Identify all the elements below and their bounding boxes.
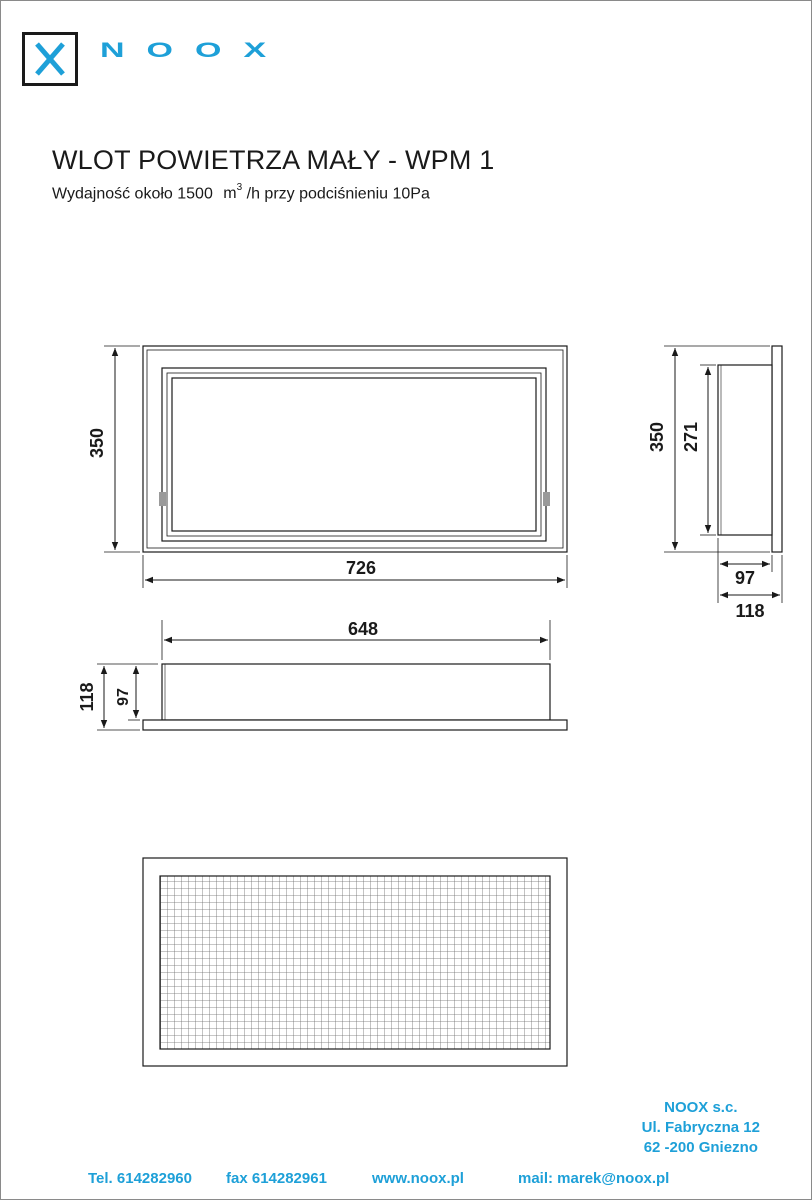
front-view [143, 346, 567, 552]
footer-fax: fax 614282961 [226, 1170, 327, 1187]
left-latch [159, 492, 166, 506]
footer-website-link[interactable]: www.noox.pl [372, 1170, 464, 1187]
right-latch [543, 492, 550, 506]
subtitle-unit-main: m [223, 185, 237, 203]
city-address: 62 -200 Gniezno [643, 1139, 758, 1156]
brand-name: NOOX [100, 38, 289, 63]
footer-phone: Tel. 614282960 [88, 1170, 192, 1187]
side-height-label: 350 [647, 421, 667, 453]
side-inner-height-dimension [681, 365, 716, 535]
street-address: Ul. Fabryczna 12 [641, 1119, 760, 1136]
front-height-label: 350 [87, 427, 107, 459]
address-block [642, 1098, 760, 1158]
top-view [143, 664, 567, 730]
top-width-label: 648 [347, 619, 379, 639]
side-inner-height-label: 271 [681, 421, 701, 453]
side-view [718, 346, 782, 552]
side-depth-label: 97 [734, 568, 756, 588]
side-total-depth-label: 118 [735, 601, 765, 621]
company-name: NOOX s.c. [664, 1099, 738, 1116]
top-total-depth-label: 118 [77, 682, 97, 712]
subtitle-unit-sup: 3 [236, 182, 243, 193]
front-width-label: 726 [345, 558, 377, 578]
mesh-view [143, 858, 567, 1066]
footer-email-link[interactable]: mail: marek@noox.pl [518, 1170, 670, 1187]
front-height-dimension [87, 346, 140, 552]
page-title: WLOT POWIETRZA MAŁY - WPM 1 [52, 145, 495, 175]
subtitle-condition: /h przy podciśnieniu 10Pa [246, 185, 430, 203]
top-depth-label: 97 [115, 688, 132, 706]
front-width-dimension [143, 555, 567, 588]
top-width-dimension [162, 619, 550, 660]
subtitle-capacity: Wydajność około 1500 [52, 185, 213, 203]
